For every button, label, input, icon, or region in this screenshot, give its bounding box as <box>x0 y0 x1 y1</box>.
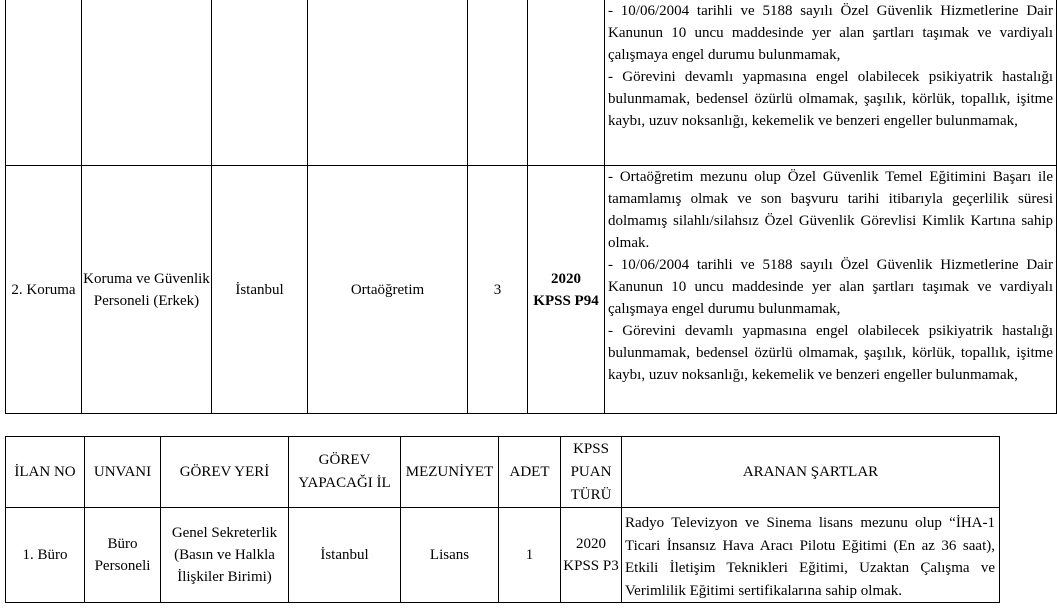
mezuniyet-cell: Ortaöğretim <box>308 166 468 414</box>
kpss-type: KPSS P3 <box>563 558 619 574</box>
table-row <box>6 166 1057 414</box>
header-ilan-no: İLAN NO <box>6 437 85 508</box>
gorev-yeri-line: Genel Sekreterlik <box>171 525 278 541</box>
unvan-cell: Büro Personeli <box>85 508 161 603</box>
kpss-cell <box>561 508 622 603</box>
il-cell <box>212 0 308 166</box>
table-row <box>6 0 1057 166</box>
header-kpss: KPSS PUAN TÜRÜ <box>561 437 622 508</box>
gorev-yeri-line: (Basın ve Halkla İlişkiler Birimi) <box>174 547 275 585</box>
ilan-no-cell: 1. Büro <box>6 508 85 603</box>
kpss-year: 2020 <box>551 270 581 287</box>
adet-cell: 1 <box>499 508 561 603</box>
requirement-item: Radyo Televizyon ve Sinema lisans mezunu olup “İHA-1 Ticari İnsansız Hava Aracı Pilotu Eğitimi (En az 36 saat), Etkili İletişim Teknikleri Eğitimi, Uzaktan Çalışma ve Verimlilik Eğitimi sertifikalarına sahip olmak. <box>625 515 995 599</box>
mezuniyet-cell: Lisans <box>401 508 499 603</box>
kpss-year: 2020 <box>576 536 606 552</box>
kpss-cell <box>528 0 605 166</box>
unvan-cell: Koruma ve Güvenlik Personeli (Erkek) <box>82 166 212 414</box>
requirements-cell <box>605 0 1057 166</box>
header-gorev-yeri: GÖREV YERİ <box>161 437 289 508</box>
table-header-row <box>6 437 1000 508</box>
requirement-item: - Görevini devamlı yapmasına engel olabilecek psikiyatrik hastalığı bulunmamak, bedensel özürlü olmamak, şaşılık, körlük, topallık, işitme kaybı, uzuv noksanlığı, kekemelik ve benzeri engeller bulunmamak, <box>608 323 1053 383</box>
requirement-item: - Ortaöğretim mezunu olup Özel Güvenlik Temel Eğitimini Başarı ile tamamlamış olmak ve son başvuru tarihi itibarıyla geçerlilik süresi dolmamış silahlı/silahsız Özel Güvenlik Görevlisi Kimlik Kartına sahip olmak. <box>608 169 1053 251</box>
requirement-item: - 10/06/2004 tarihli ve 5188 sayılı Özel Güvenlik Hizmetlerine Dair Kanunun 10 uncu maddesinde yer alan şartları taşımak ve vardiyalı çalışmaya engel durumu bulunmamak, <box>608 3 1053 63</box>
office-positions-table <box>5 436 1000 603</box>
requirements-cell <box>622 508 1000 603</box>
unvan-cell <box>82 0 212 166</box>
gorev-yeri-cell <box>161 508 289 603</box>
header-unvan: UNVANI <box>85 437 161 508</box>
header-il: GÖREV YAPACAĞI İL <box>289 437 401 508</box>
ilan-no-cell: 2. Koruma <box>6 166 82 414</box>
adet-cell: 3 <box>468 166 528 414</box>
header-sartlar: ARANAN ŞARTLAR <box>622 437 1000 508</box>
requirements-cell <box>605 166 1057 414</box>
requirement-item: - 10/06/2004 tarihli ve 5188 sayılı Özel Güvenlik Hizmetlerine Dair Kanunun 10 uncu maddesinde yer alan şartları taşımak ve vardiyalı çalışmaya engel durumu bulunmamak, <box>608 257 1053 317</box>
adet-cell <box>468 0 528 166</box>
ilan-no-cell <box>6 0 82 166</box>
header-adet: ADET <box>499 437 561 508</box>
kpss-cell <box>528 166 605 414</box>
il-cell: İstanbul <box>212 166 308 414</box>
header-mezuniyet: MEZUNİYET <box>401 437 499 508</box>
security-positions-table <box>5 0 1057 414</box>
kpss-type: KPSS P94 <box>533 292 599 309</box>
mezuniyet-cell <box>308 0 468 166</box>
table-row <box>6 508 1000 603</box>
requirement-item: - Görevini devamlı yapmasına engel olabilecek psikiyatrik hastalığı bulunmamak, bedensel özürlü olmamak, şaşılık, körlük, topallık, işitme kaybı, uzuv noksanlığı, kekemelik ve benzeri engeller bulunmamak, <box>608 69 1053 129</box>
il-cell: İstanbul <box>289 508 401 603</box>
